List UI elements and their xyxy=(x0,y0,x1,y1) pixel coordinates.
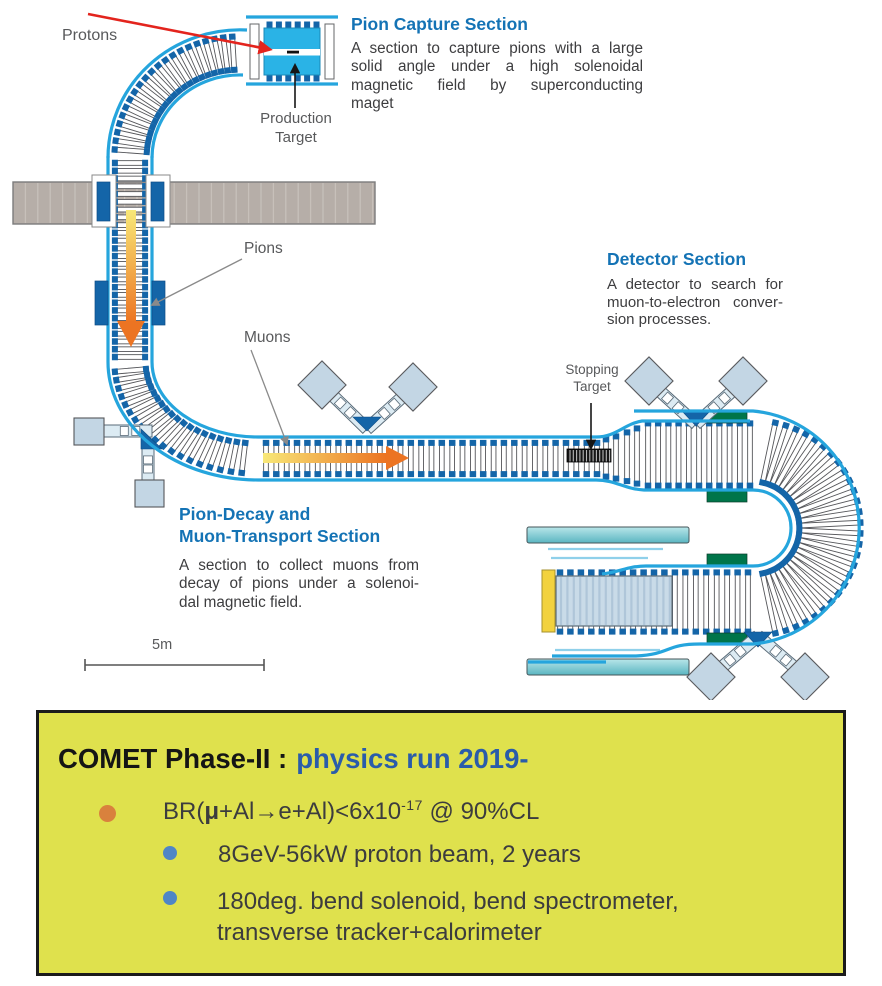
phase2-summary-box xyxy=(36,710,846,976)
decay-section-title: Pion-Decay and Muon-Transport Section xyxy=(179,504,381,546)
bullet-dot-orange-icon xyxy=(99,805,116,822)
calorimeter-bar xyxy=(542,570,555,632)
pion-capture-assembly xyxy=(246,17,338,84)
protons-label: Protons xyxy=(62,27,118,44)
production-target xyxy=(287,51,299,54)
muons-label: Muons xyxy=(244,329,291,346)
bullet-dot-blue-icon xyxy=(163,846,177,860)
stopping-target-label: Stopping Target xyxy=(565,362,619,394)
summary-title-black: COMET Phase-II : xyxy=(58,743,288,774)
bullet-dot-blue-icon xyxy=(163,891,177,905)
capture-section-desc: A section to capture pions with a large solid angle under a high solenoidal magnetic field by superconducting maget xyxy=(351,40,643,113)
summary-title-blue: physics run 2019- xyxy=(296,743,529,774)
scale-label: 5m xyxy=(152,637,173,653)
stopping-target-marker xyxy=(567,449,611,462)
pions-pointer xyxy=(152,259,242,305)
detector-section-desc: A detector to search for muon-to-electron conver- sion processes. xyxy=(607,276,783,329)
bullet-proton-beam: 8GeV-56kW proton beam, 2 years xyxy=(218,841,581,868)
production-target-label: Production Target xyxy=(260,110,332,146)
muons-pointer xyxy=(251,350,287,444)
bullet-solenoid: 180deg. bend solenoid, bend spectrometer, transverse tracker+calorimeter xyxy=(217,888,679,946)
scale-bar xyxy=(85,659,264,671)
capture-section-title: Pion Capture Section xyxy=(351,14,528,34)
pions-label: Pions xyxy=(244,240,283,257)
radiation-shield-wall xyxy=(13,182,375,224)
bullet-branching-ratio: $BR(\mu+Al\to e+Al)<6x10^{-17}$ @ 90%CL xyxy=(163,797,540,825)
summary-title xyxy=(58,743,529,775)
detector-section-title: Detector Section xyxy=(607,249,747,269)
decay-section-desc: A section to collect muons from decay of pions under a solenoi- dal magnetic field. xyxy=(179,557,419,611)
